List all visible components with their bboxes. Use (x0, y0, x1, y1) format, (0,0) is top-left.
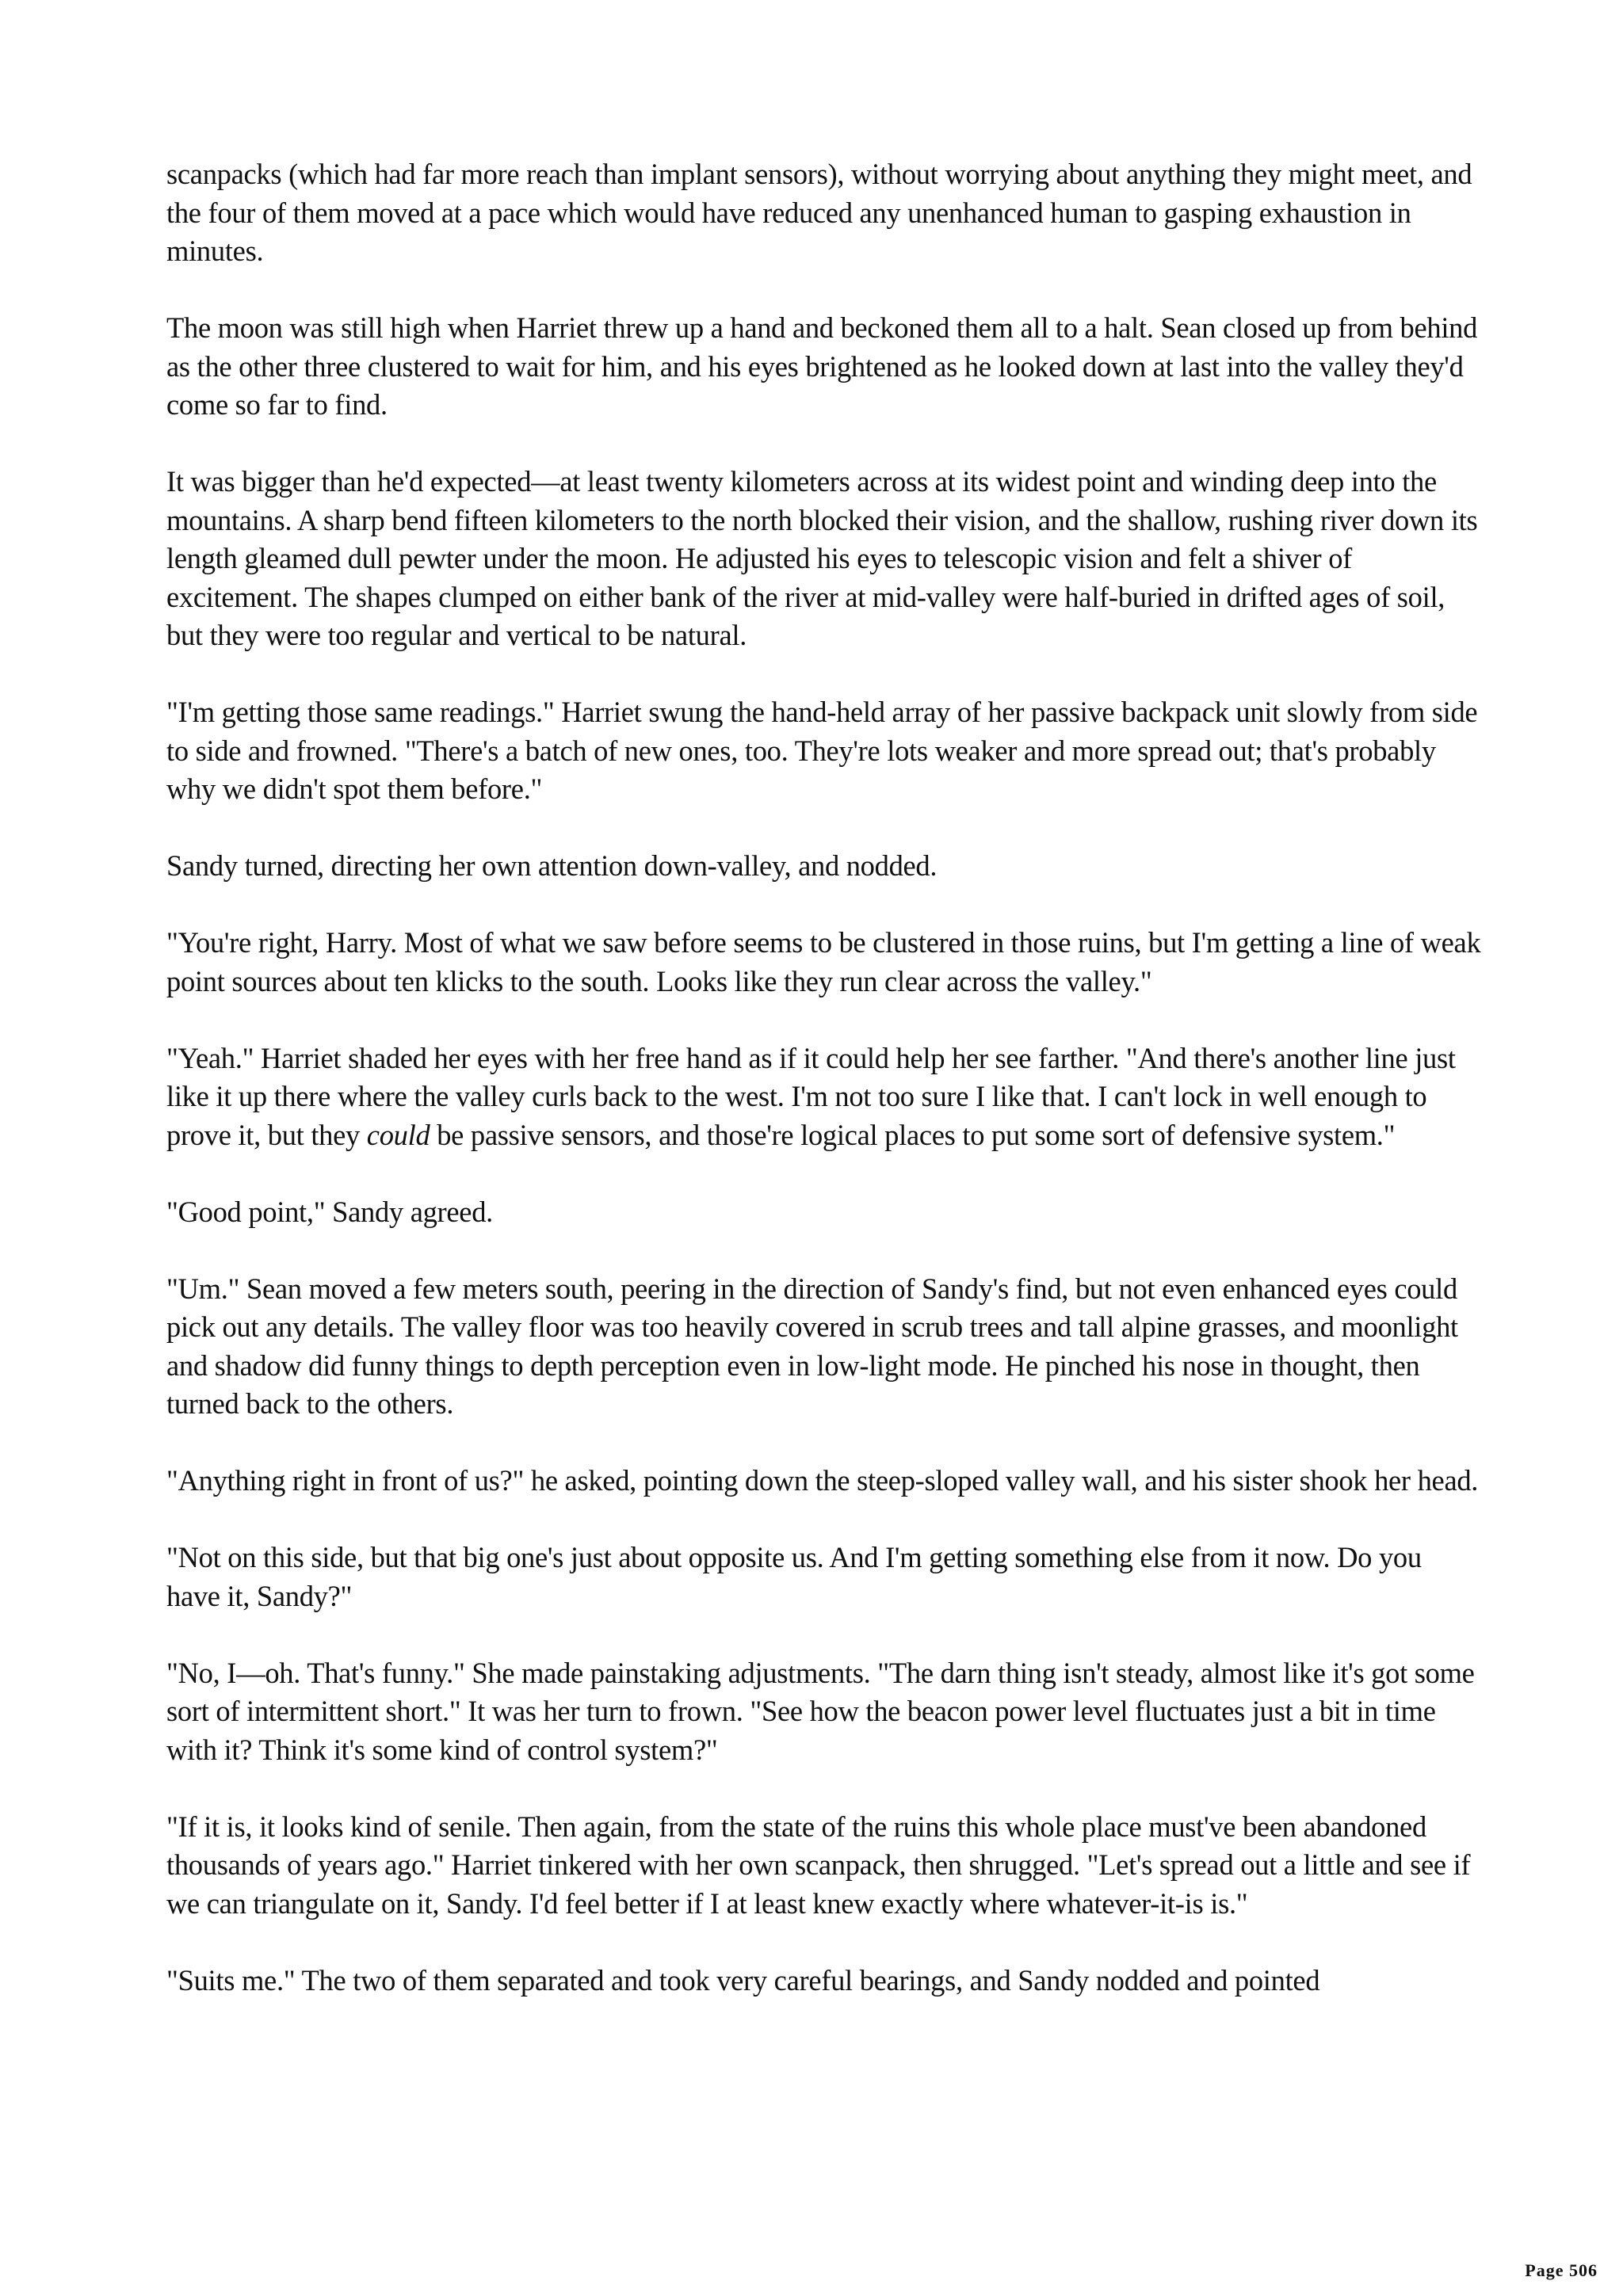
page-number: Page 506 (1525, 2260, 1598, 2280)
paragraph (166, 463, 1482, 655)
paragraph-text: "Yeah." Harriet shaded her eyes with her free hand as if it could help her see farther. "And there's another line just like it up there where the valley curls back to the west. I'm not too sure I like that. I can't lock in well enough to prove it, but they (166, 1041, 1456, 1151)
paragraph (166, 847, 1482, 886)
paragraph-text: The moon was still high when Harriet threw up a hand and beckoned them all to a halt. Sean closed up from behind as the other three clustered to wait for him, and his eyes brightened as he looked down at last into the valley they'd come so far to find. (166, 311, 1478, 421)
paragraph (166, 309, 1482, 425)
paragraph-text: "Anything right in front of us?" he asked, pointing down the steep-sloped valley wall, and his sister shook her head. (166, 1464, 1479, 1497)
paragraph-text: be passive sensors, and those're logical places to put some sort of defensive system." (430, 1118, 1396, 1151)
paragraph (166, 155, 1482, 271)
paragraph (166, 1462, 1482, 1501)
paragraph (166, 1962, 1482, 2000)
paragraph-text: "I'm getting those same readings." Harriet swung the hand-held array of her passive backpack unit slowly from side to side and frowned. "There's a batch of new ones, too. They're lots weaker and more spread out; that's probably why we didn't spot them before." (166, 696, 1478, 805)
paragraph (166, 924, 1482, 1001)
paragraph-text: "Um." Sean moved a few meters south, peering in the direction of Sandy's find, but not even enhanced eyes could pick out any details. The valley floor was too heavily covered in scrub trees and tall alpine grasses, and moonlight and shadow did funny things to depth perception even in low-light mode. He pinched his nose in thought, then turned back to the others. (166, 1272, 1458, 1420)
paragraph (166, 1039, 1482, 1155)
paragraph-text: Sandy turned, directing her own attention down-valley, and nodded. (166, 849, 938, 882)
paragraph-text: "You're right, Harry. Most of what we saw before seems to be clustered in those ruins, but I'm getting a line of weak point sources about ten klicks to the south. Looks like they run clear across the valley." (166, 926, 1481, 997)
paragraph-text: "Good point," Sandy agreed. (166, 1195, 493, 1228)
paragraph-text: "Not on this side, but that big one's just about opposite us. And I'm getting something else from it now. Do you have it, Sandy?" (166, 1541, 1422, 1612)
emphasized-text: could (366, 1118, 430, 1151)
paragraph-text: scanpacks (which had far more reach than implant sensors), without worrying about anything they might meet, and the four of them moved at a pace which would have reduced any unenhanced human to gasping exhaustion in minutes. (166, 158, 1472, 267)
paragraph (166, 1193, 1482, 1232)
paragraph-text: It was bigger than he'd expected—at least twenty kilometers across at its widest point and winding deep into the mountains. A sharp bend fifteen kilometers to the north blocked their vision, and the shallow, rushing river down its length gleamed dull pewter under the moon. He adjusted his eyes to telescopic vision and felt a shiver of excitement. The shapes clumped on either bank of the river at mid-valley were half-buried in drifted ages of soil, but they were too regular and vertical to be natural. (166, 465, 1478, 651)
paragraph-text: "No, I—oh. That's funny." She made painstaking adjustments. "The darn thing isn't steady, almost like it's got some sort of intermittent short." It was her turn to frown. "See how the beacon power level fluctuates just a bit in time with it? Think it's some kind of control system?" (166, 1656, 1475, 1766)
paragraph-text: "Suits me." The two of them separated and took very careful bearings, and Sandy nodded and pointed (166, 1963, 1320, 1997)
paragraph (166, 1808, 1482, 1924)
paragraph (166, 1539, 1482, 1615)
paragraph (166, 1654, 1482, 1770)
body-text (166, 155, 1482, 2039)
paragraph (166, 693, 1482, 809)
paragraph-text: "If it is, it looks kind of senile. Then again, from the state of the ruins this whole place must've been abandoned thousands of years ago." Harriet tinkered with her own scanpack, then shrugged. "Let's spread out a little and see if we can triangulate on it, Sandy. I'd feel better if I at least knew exactly where whatever-it-is is." (166, 1810, 1471, 1920)
paragraph (166, 1270, 1482, 1424)
